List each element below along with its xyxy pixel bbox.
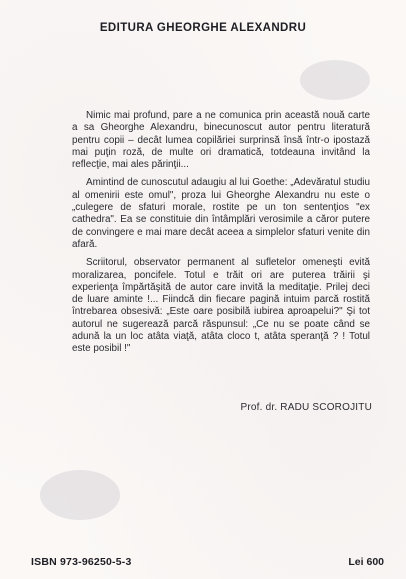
publisher-name: EDITURA GHEORGHE ALEXANDRU	[99, 22, 307, 34]
paper-stain	[40, 470, 120, 520]
blurb-text	[72, 110, 370, 362]
paper-stain	[300, 60, 370, 100]
price: Lei 600	[348, 556, 384, 568]
footer	[0, 556, 406, 570]
blurb-paragraph: Scriitorul, observator permanent al sufletelor omeneşti evită moralizarea, poncifele. Totul e trăit ori are puterea trăirii şi experienţa împărtăşită de autor care invită la meditaţie. Prilej deci de luare aminte !... Fiindcă din fiecare pagină intuim parcă rostită întrebarea obsesivă: „Este oare posibilă iubirea aproapelui?" Şi tot autorul ne sugerează parcă răspunsul: „Ce nu se poate când se adună la un loc atâta viaţă, atâta cloco t, atâta speranţă ? ! Totul este posibil !"	[72, 257, 370, 355]
blurb-paragraph: Nimic mai profund, pare a ne comunica prin această nouă carte a sa Gheorghe Alexandru, binecunoscut autor pentru literatură pentru copii – decât lumea copilăriei surprinsă însă într-o ipostază mai puţin roză, de multe ori dramatică, totdeauna invitând la reflecţie, mai ales părinţii...	[72, 110, 370, 171]
reviewer-signature: Prof. dr. RADU SCOROJITU	[240, 402, 372, 413]
isbn: ISBN 973-96250-5-3	[31, 556, 132, 568]
blurb-paragraph: Amintind de cunoscutul adaugiu al lui Goethe: „Adevăratul studiu al omenirii este omul", proza lui Gheorghe Alexandru nu este o „culegere de sfaturi morale, rostite pe un ton sentenţios "ex cathedra". Ea se constituie din întâmplări verosimile a căror putere de convingere e mai mare decât aceea a simplelor sfaturi venite din afară.	[72, 177, 370, 250]
